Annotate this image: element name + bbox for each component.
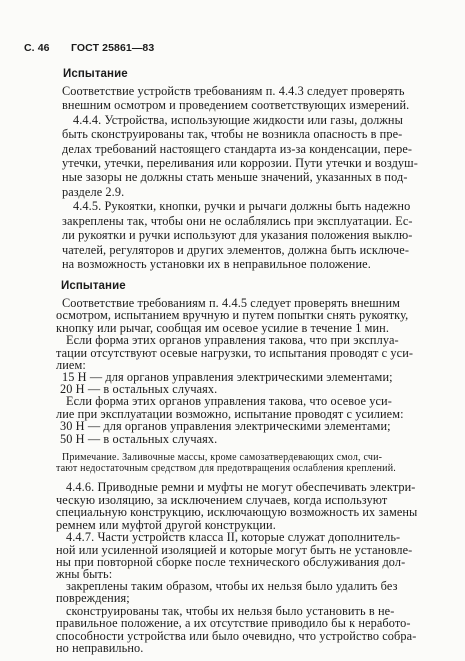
text-line: ной или усиленной изоляцией и которые могут быть не установле- xyxy=(56,542,413,557)
text-line: чателей, регуляторов и других элементов, должна быть исключе- xyxy=(62,243,410,257)
text-line: осмотром, испытанием вручную и путем попытки снять рукоятку, xyxy=(56,307,409,322)
text-line: ремнем или муфтой другой конструкции. xyxy=(56,517,276,532)
text-line: утечки, утечки, переливания или коррозии. Пути утечки и воздуш- xyxy=(62,156,418,170)
text-line: правильное положение, а их отсутствие приводило бы к неработо- xyxy=(56,616,411,631)
text-line: тации отсутствуют осевые нагрузки, то испытания проводят с уси- xyxy=(56,345,414,360)
text-line: делах требований настоящего стандарта из-за конденсации, пере- xyxy=(62,142,413,156)
text-line: ные зазоры не должны стать меньше значений, указанных в под- xyxy=(62,170,408,184)
text-line: сконструированы так, чтобы их нельзя было установить в не- xyxy=(66,604,395,619)
text-line: 20 Н — в остальных случаях. xyxy=(60,382,218,397)
text-line: 15 Н — для органов управления электрическими элементами; xyxy=(62,370,393,385)
text-line: способности устройства или было очевидно, что устройство собра- xyxy=(56,629,417,644)
text-line: разделе 2.9. xyxy=(62,185,125,199)
text-line: 4.4.5. Рукоятки, кнопки, ручки и рычаги должны быть надежно xyxy=(73,199,411,213)
text-line: но неправильно. xyxy=(56,641,144,655)
text-line: ли рукоятки и ручки используют для указания положения выклю- xyxy=(62,228,413,242)
text-line: специальную конструкцию, исключающую возможность их замены xyxy=(56,504,418,519)
text-line: закреплены таким образом, чтобы их нельзя было удалить без xyxy=(66,579,398,594)
text-line: Соответствие устройств требованиям п. 4.4.3 следует проверять xyxy=(62,84,405,98)
text-line: 4.4.7. Части устройств класса II, которые служат дополнитель- xyxy=(66,529,401,544)
text-line: 4.4.4. Устройства, использующие жидкости или газы, должны xyxy=(73,113,403,127)
note-line: Примечание. Заливочные массы, кроме самозатвердевающих смол, счи- xyxy=(62,451,383,463)
text-line: Если форма этих органов управления такова, что при эксплуа- xyxy=(66,332,399,347)
text-line: кнопку или рычаг, сообщая им осевое усилие в течение 1 мин. xyxy=(56,320,390,335)
text-line: ческую изоляцию, за исключением случаев, когда используют xyxy=(56,492,388,507)
section-heading: Испытание xyxy=(63,68,128,80)
text-line: ны при повторной сборке после технического обслуживания дол- xyxy=(56,554,406,569)
text-line: закреплены так, чтобы они не ослаблялись при эксплуатации. Ес- xyxy=(62,214,413,228)
text-line: Соответствие требованиям п. 4.4.5 следует проверять внешним xyxy=(62,296,401,310)
section-heading: Испытание xyxy=(61,280,126,292)
text-line: 50 Н — в остальных случаях. xyxy=(60,432,218,447)
text-line: быть сконструированы так, чтобы не возникла опасность в пре- xyxy=(62,127,403,141)
text-line: 4.4.6. Приводные ремни и муфты не могут обеспечивать электри- xyxy=(66,480,416,495)
note-line: тают недостаточным средством для предотвращения ослабления креплений. xyxy=(56,463,396,475)
text-line: Если форма этих органов управления такова, что осевое уси- xyxy=(66,394,392,409)
text-line: жны быть: xyxy=(56,567,113,582)
text-line: внешним осмотром и проведением соответствующих измерений. xyxy=(62,98,410,112)
page-number: С. 46 xyxy=(24,42,50,54)
text-line: повреждения; xyxy=(56,591,130,606)
text-line: 30 Н — для органов управления электрическими элементами; xyxy=(60,419,391,434)
text-line: на возможность установки их в неправильное положение. xyxy=(62,257,371,271)
standard-code: ГОСТ 25861—83 xyxy=(71,42,155,54)
text-line: лие при эксплуатации возможно, испытание проводят с усилием: xyxy=(56,407,404,422)
text-line: лием: xyxy=(56,357,86,372)
